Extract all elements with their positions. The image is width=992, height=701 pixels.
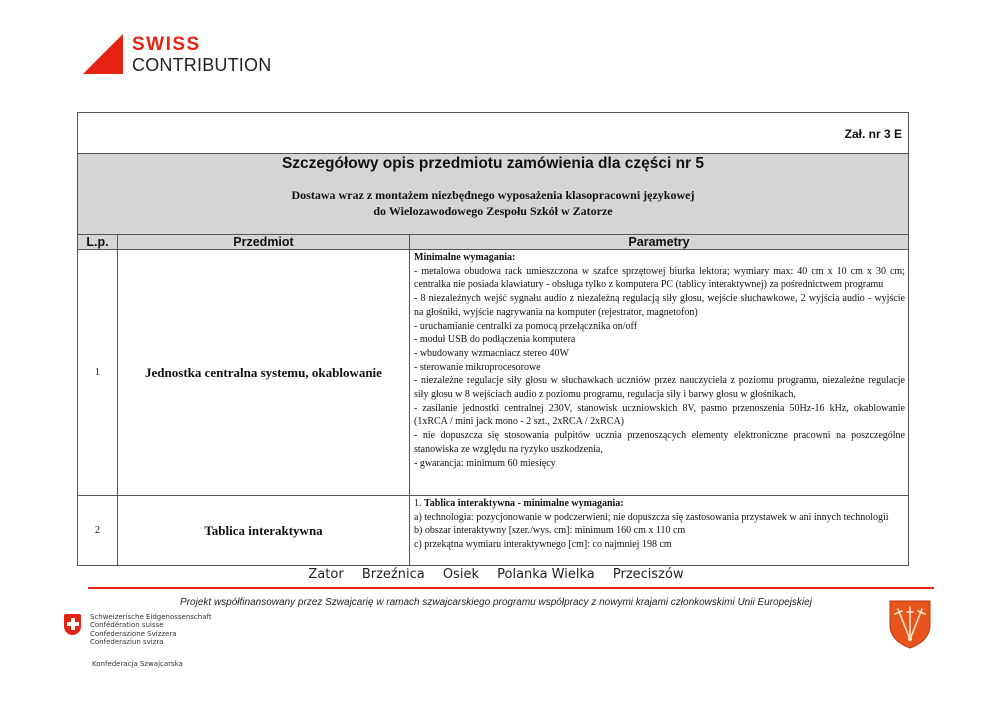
document-title: Szczegółowy opis przedmiotu zamówienia dla części nr 5 xyxy=(281,155,705,172)
params-line: - gwarancja: minimum 60 miesięcy xyxy=(414,457,556,469)
params-line: - sterowanie mikroprocesorowe xyxy=(414,361,541,373)
town-name: Polanka Wielka xyxy=(497,567,595,582)
row-item: Tablica interaktywna xyxy=(118,496,410,565)
params-line: b) obszar interaktywny [szer./wys. cm]: minimum 160 cm x 110 cm xyxy=(414,525,686,537)
swiss-contribution-logo xyxy=(83,31,271,77)
annex-number: Zał. nr 3 E xyxy=(844,127,902,141)
column-header-params: Parametry xyxy=(410,235,908,250)
row-lp: 2 xyxy=(78,496,118,565)
coat-of-arms-icon xyxy=(888,599,932,649)
specification-table xyxy=(77,112,909,566)
project-note: Projekt współfinansowany przez Szwajcarię w ramach szwajcarskiego programu współpracy z nowymi krajami członkowskimi Unii Europejskiej xyxy=(180,597,812,608)
row-lp: 1 xyxy=(78,250,118,495)
swiss-contribution-logo-icon xyxy=(83,34,123,74)
params-heading: 1. Tablica interaktywna - minimalne wymagania: xyxy=(414,498,624,509)
column-header-lp: L.p. xyxy=(78,235,118,250)
town-name: Przeciszów xyxy=(612,567,684,582)
params-line: - wbudowany wzmacniacz stereo 40W xyxy=(414,347,569,359)
confederation-name: Confédération suisse xyxy=(90,621,164,630)
row-params xyxy=(410,250,908,495)
table-row xyxy=(78,496,908,565)
confederation-name: Confederazione Svizzera xyxy=(90,629,177,638)
params-line: - metalowa obudowa rack umieszczona w szafce sprzętowej biurka lektora; wymiary max: 40 cm x 10 cm x 30 cm; centralka nie posiada klawiatury - obsługa tylko z komputera PC (tablicy interaktywnej) za pośrednictwem programu xyxy=(414,265,905,291)
logo-line1: SWISS xyxy=(132,33,201,55)
swiss-cross-icon xyxy=(64,614,81,635)
params-line: - niezależne regulacje siły głosu w słuchawkach uczniów przez nauczyciela z poziomu programu, niezależne regulacje siły głosu w 8 wejściach audio z poziomu programu, regulacja siły i barwy głosu w głośnikach, xyxy=(414,375,905,401)
column-headers xyxy=(78,235,908,250)
towns-list xyxy=(0,567,992,582)
params-line: - 8 niezależnych wejść sygnału audio z niezależną regulacją siły głosu, wejście słuchawkowe, 2 wyjścia audio - wyjście na głośniki, wyjście nagrywania na komputer (rejestrator, magnetofon) xyxy=(414,293,905,318)
column-header-item: Przedmiot xyxy=(118,235,410,250)
confederation-name-pl: Konfederacja Szwajcarska xyxy=(92,660,183,668)
footer-divider xyxy=(88,587,934,589)
params-line: Minimalne wymagania: xyxy=(414,252,516,263)
row-item: Jednostka centralna systemu, okablowanie xyxy=(118,250,410,495)
document-subtitle: Dostawa wraz z montażem niezbędnego wyposażenia klasopracowni językowej do Wielozawodowego Zespołu Szkół w Zatorze xyxy=(291,188,695,218)
swiss-confederation-logo xyxy=(64,613,212,646)
town-name: Osiek xyxy=(442,567,479,582)
table-row xyxy=(78,250,908,496)
params-line: - zasilanie jednostki centralnej 230V, stanowisk uczniowskich 8V, pasmo przenoszenia 50Hz-16 kHz, okablowanie (1xRCA / mini jack mono - 2 szt., 2xRCA / 2xRCA) xyxy=(414,402,905,428)
logo-line2: CONTRIBUTION xyxy=(132,54,272,75)
params-line: - moduł USB do podłączenia komputera xyxy=(414,334,576,346)
params-line: - nie dopuszcza się stosowania pulpitów ucznia przenoszących elementy elektroniczne pracowni na poszczególne stanowiska ze względu na ryzyko uszkodzenia, xyxy=(414,430,905,455)
confederation-name: Confederaziun svizra xyxy=(90,637,164,646)
params-line: c) przekątna wymiaru interaktywnego [cm]: co najmniej 198 cm xyxy=(414,539,672,551)
row-params xyxy=(410,496,908,565)
town-name: Brzeźnica xyxy=(361,567,425,582)
params-line: - uruchamianie centralki za pomocą przełącznika on/off xyxy=(414,320,638,332)
table-heading xyxy=(78,154,908,235)
params-line: a) technologia: pozycjonowanie w podczerwieni; nie dopuszcza się zastosowania przystawek w ani innych technologii xyxy=(414,511,889,523)
confederation-name: Schweizerische Eidgenossenschaft xyxy=(90,613,212,621)
town-name: Zator xyxy=(308,567,344,582)
